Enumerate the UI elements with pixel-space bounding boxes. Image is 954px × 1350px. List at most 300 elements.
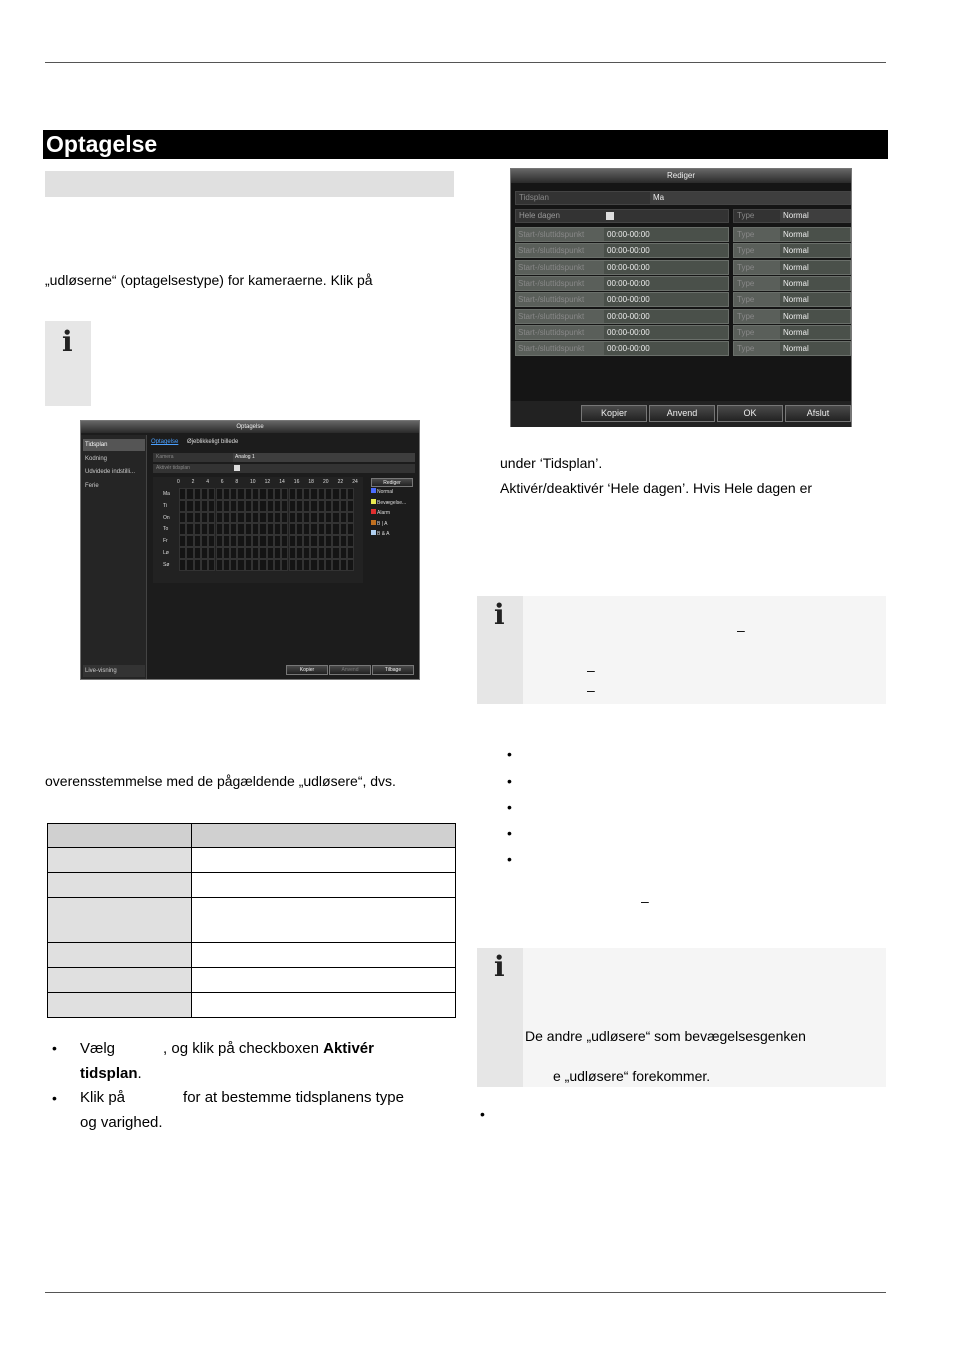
grid-cell[interactable] [281, 488, 288, 500]
time-row-value[interactable]: 00:00-00:00 [604, 326, 728, 339]
grid-cell[interactable] [208, 559, 215, 571]
legend-swatch [371, 509, 376, 514]
grid-cell[interactable] [289, 547, 296, 559]
grid-cell[interactable] [252, 523, 259, 535]
legend-item [371, 520, 387, 527]
grid-cell[interactable] [289, 500, 296, 512]
grid-cell[interactable] [230, 523, 237, 535]
grid-cell[interactable] [216, 523, 223, 535]
time-row [515, 309, 729, 324]
day-label: Ma [163, 491, 170, 497]
grid-cell[interactable] [318, 488, 325, 500]
time-row-label: Start-/sluttidspunkt [518, 246, 585, 256]
grid-cell[interactable] [237, 547, 244, 559]
dvr-record-title: Optagelse [81, 421, 419, 433]
grid-cell[interactable] [259, 547, 266, 559]
bullet-dot: • [52, 1040, 57, 1056]
type-row [733, 276, 851, 291]
grid-cell[interactable] [347, 547, 354, 559]
grid-cell[interactable] [259, 523, 266, 535]
grid-cell[interactable] [347, 559, 354, 571]
grid-cell[interactable] [208, 547, 215, 559]
grid-cell[interactable] [325, 523, 332, 535]
time-row-label: Start-/sluttidspunkt [518, 311, 585, 321]
grid-cell[interactable] [332, 535, 339, 547]
tab-snapshot[interactable]: Øjeblikkeligt billede [187, 439, 239, 445]
bullet-2: Klik på for at bestemme tidsplanens type og varighed. [80, 1089, 404, 1131]
time-row-value[interactable]: 00:00-00:00 [604, 244, 728, 257]
hour-label: 8 [235, 479, 239, 485]
exit-button[interactable]: Afslut [785, 405, 851, 422]
table-header-cell-2 [192, 824, 456, 848]
time-row [515, 243, 729, 258]
time-row [515, 260, 729, 275]
grid-cell[interactable] [332, 523, 339, 535]
grid-cell[interactable] [340, 559, 347, 571]
apply-button[interactable]: Anvend [329, 665, 371, 675]
legend-swatch [371, 499, 376, 504]
activate-row [153, 464, 415, 473]
grid-cell[interactable] [201, 559, 208, 571]
grid-cell[interactable] [194, 488, 201, 500]
grid-cell[interactable] [318, 559, 325, 571]
grid-cell[interactable] [296, 500, 303, 512]
footer-rule [45, 1292, 886, 1293]
grid-cell[interactable] [208, 512, 215, 524]
left-text-line-2: overensstemmelse med de pågældende „udløsere“, dvs. [45, 773, 396, 789]
grid-cell[interactable] [296, 535, 303, 547]
type-row-label: Type [737, 327, 755, 337]
grid-cell[interactable] [267, 500, 274, 512]
grid-cell[interactable] [332, 488, 339, 500]
type-row [733, 227, 851, 242]
grid-cell[interactable] [318, 500, 325, 512]
grid-cell[interactable] [340, 535, 347, 547]
grid-cell[interactable] [208, 523, 215, 535]
camera-select[interactable]: Analog 1 [233, 453, 415, 462]
grid-cell[interactable] [281, 547, 288, 559]
grid-cell[interactable] [325, 535, 332, 547]
grid-cell[interactable] [274, 535, 281, 547]
grid-cell[interactable] [194, 523, 201, 535]
grid-cell[interactable] [310, 523, 317, 535]
grid-cell[interactable] [347, 535, 354, 547]
type-row [733, 325, 851, 340]
type-row-value[interactable]: Normal [780, 228, 850, 241]
grid-cell[interactable] [223, 488, 230, 500]
grid-cell[interactable] [194, 535, 201, 547]
grid-cell[interactable] [223, 512, 230, 524]
type-row-value[interactable]: Normal [780, 326, 850, 339]
type-row-value[interactable]: Normal [780, 342, 850, 355]
grid-cell[interactable] [179, 559, 186, 571]
hour-label: 4 [206, 479, 209, 485]
grid-cell[interactable] [252, 500, 259, 512]
grid-cell[interactable] [310, 500, 317, 512]
time-row-value[interactable]: 00:00-00:00 [604, 228, 728, 241]
grid-cell[interactable] [332, 512, 339, 524]
camera-label: Kamera [156, 454, 174, 460]
grid-cell[interactable] [186, 535, 193, 547]
grid-cell[interactable] [332, 500, 339, 512]
grid-cell[interactable] [289, 559, 296, 571]
grid-cell[interactable] [274, 523, 281, 535]
grid-cell[interactable] [318, 512, 325, 524]
time-row-value[interactable]: 00:00-00:00 [604, 310, 728, 323]
type-row [733, 243, 851, 258]
grid-cell[interactable] [259, 512, 266, 524]
time-row-label: Start-/sluttidspunkt [518, 278, 585, 288]
grid-cell[interactable] [267, 559, 274, 571]
grid-cell[interactable] [245, 559, 252, 571]
type-row-value[interactable]: Normal [780, 293, 850, 306]
hour-label: 0 [177, 479, 180, 485]
type-row-label: Type [737, 344, 755, 354]
grid-cell[interactable] [340, 500, 347, 512]
table-row [48, 873, 192, 898]
grid-cell[interactable] [237, 488, 244, 500]
ok-button[interactable]: OK [717, 405, 783, 422]
hour-label: 16 [293, 479, 300, 485]
grid-cell[interactable] [223, 535, 230, 547]
hour-label: 10 [250, 479, 256, 485]
grid-cell[interactable] [186, 559, 193, 571]
grid-cell[interactable] [303, 547, 310, 559]
grid-cell[interactable] [267, 547, 274, 559]
info-icon: i [494, 950, 505, 983]
grid-cell[interactable] [347, 523, 354, 535]
day-label: Ti [163, 502, 167, 509]
type-row-value[interactable]: Normal [780, 310, 850, 323]
grid-cell[interactable] [237, 500, 244, 512]
grid-cell[interactable] [237, 512, 244, 524]
dvr-sidebar [81, 435, 147, 679]
time-row [515, 325, 729, 340]
grid-cell[interactable] [245, 523, 252, 535]
hele-dagen-checkbox[interactable] [606, 212, 614, 220]
grid-cell[interactable] [318, 523, 325, 535]
grid-cell[interactable] [296, 547, 303, 559]
hour-label: 14 [279, 479, 285, 485]
sidebar-item-tidsplan[interactable]: Tidsplan [83, 439, 145, 451]
grid-cell[interactable] [289, 523, 296, 535]
grid-cell[interactable] [318, 535, 325, 547]
table-row [48, 993, 192, 1018]
table-row [48, 968, 192, 993]
legend-swatch [371, 520, 376, 525]
grid-cell[interactable] [310, 547, 317, 559]
legend-label: Bevægelse... [377, 499, 407, 506]
subheading-bar [45, 171, 454, 197]
grid-cell[interactable] [194, 500, 201, 512]
apply-button[interactable]: Anvend [649, 405, 715, 422]
grid-cell[interactable] [310, 535, 317, 547]
grid-cell[interactable] [201, 500, 208, 512]
grid-cell[interactable] [274, 500, 281, 512]
live-view-button[interactable]: Live-visning [83, 665, 145, 677]
grid-cell[interactable] [303, 523, 310, 535]
grid-cell[interactable] [201, 512, 208, 524]
grid-cell[interactable] [340, 512, 347, 524]
grid-cell[interactable] [223, 559, 230, 571]
grid-cell[interactable] [179, 535, 186, 547]
info-box-1 [45, 321, 91, 406]
time-row-label: Start-/sluttidspunkt [518, 327, 585, 337]
back-button[interactable]: Tilbage [372, 665, 414, 675]
grid-cell[interactable] [325, 512, 332, 524]
grid-cell[interactable] [230, 547, 237, 559]
grid-cell[interactable] [179, 488, 186, 500]
grid-cell[interactable] [274, 547, 281, 559]
type-row-value[interactable]: Normal [780, 261, 850, 274]
info-icon: i [494, 598, 505, 631]
grid-cell[interactable] [281, 500, 288, 512]
grid-cell[interactable] [245, 500, 252, 512]
day-label: Lø [163, 550, 169, 556]
grid-cell[interactable] [186, 547, 193, 559]
info-box-2 [477, 596, 523, 704]
grid-cell[interactable] [310, 559, 317, 571]
grid-cell[interactable] [223, 547, 230, 559]
grid-cell[interactable] [274, 488, 281, 500]
info-box-2-body: – – – [523, 596, 886, 704]
grid-cell[interactable] [340, 547, 347, 559]
legend-label: B & A [377, 531, 390, 537]
tidsplan-label: Tidsplan [519, 193, 549, 202]
time-row-value[interactable]: 00:00-00:00 [604, 293, 728, 306]
grid-cell[interactable] [201, 523, 208, 535]
grid-cell[interactable] [289, 512, 296, 524]
grid-cell[interactable] [237, 535, 244, 547]
info-box-3 [477, 948, 523, 1087]
grid-cell[interactable] [186, 523, 193, 535]
table-row [48, 943, 192, 968]
camera-row [153, 453, 415, 462]
bullet-1: Vælg , og klik på checkboxen Aktivér tidsplan. [80, 1040, 374, 1082]
grid-cell[interactable] [216, 500, 223, 512]
day-label: Sø [163, 561, 170, 568]
legend-label: Normal [377, 489, 394, 495]
type-row-label: Type [737, 311, 755, 321]
bullet-dot: • [507, 851, 512, 867]
grid-cell[interactable] [252, 559, 259, 571]
legend-item [371, 509, 390, 516]
sidebar-item-ferie[interactable]: Ferie [85, 483, 99, 489]
grid-cell[interactable] [281, 559, 288, 571]
grid-cell[interactable] [252, 488, 259, 500]
grid-cell[interactable] [208, 535, 215, 547]
grid-cell[interactable] [179, 547, 186, 559]
grid-cell[interactable] [201, 547, 208, 559]
tidsplan-row [515, 191, 851, 205]
grid-cell[interactable] [310, 512, 317, 524]
type-row-header: Type Normal [733, 209, 851, 223]
grid-cell[interactable] [179, 500, 186, 512]
grid-cell[interactable] [281, 535, 288, 547]
dvr-record-screen [80, 420, 420, 680]
type-row [733, 309, 851, 324]
sidebar-item-advanced[interactable]: Udvidede indstilli... [85, 469, 136, 475]
schedule-grid[interactable] [153, 477, 363, 583]
grid-cell[interactable] [289, 535, 296, 547]
bullet-dot: • [507, 825, 512, 841]
grid-cell[interactable] [303, 559, 310, 571]
grid-cell[interactable] [303, 535, 310, 547]
grid-cell[interactable] [208, 488, 215, 500]
grid-cell[interactable] [223, 500, 230, 512]
type-row-label: Type [737, 262, 755, 272]
grid-cell[interactable] [245, 547, 252, 559]
day-label: To [163, 526, 169, 533]
grid-cell[interactable] [310, 488, 317, 500]
legend-label: Alarm [377, 510, 391, 516]
grid-cell[interactable] [267, 535, 274, 547]
grid-cell[interactable] [216, 488, 223, 500]
hour-label: 12 [264, 479, 271, 485]
grid-cell[interactable] [179, 512, 186, 524]
type-row-value[interactable]: Normal [780, 277, 850, 290]
grid-cell[interactable] [230, 512, 237, 524]
grid-cell[interactable] [267, 523, 274, 535]
tab-optagelse[interactable]: Optagelse [151, 439, 179, 445]
grid-cell[interactable] [208, 500, 215, 512]
grid-cell[interactable] [245, 512, 252, 524]
grid-cell[interactable] [259, 535, 266, 547]
grid-cell[interactable] [267, 488, 274, 500]
grid-cell[interactable] [340, 488, 347, 500]
grid-cell[interactable] [252, 512, 259, 524]
grid-cell[interactable] [201, 488, 208, 500]
type-row-label: Type [737, 295, 755, 305]
grid-cell[interactable] [230, 500, 237, 512]
grid-cell[interactable] [296, 512, 303, 524]
bullet-dot: • [507, 799, 512, 815]
grid-cell[interactable] [303, 488, 310, 500]
grid-cell[interactable] [259, 488, 266, 500]
grid-cell[interactable] [303, 500, 310, 512]
grid-cell[interactable] [296, 559, 303, 571]
type-row-value[interactable]: Normal [780, 244, 850, 257]
time-row-label: Start-/sluttidspunkt [518, 344, 585, 354]
grid-cell[interactable] [274, 559, 281, 571]
day-label: Fr [163, 538, 168, 545]
activate-checkbox[interactable] [234, 465, 240, 471]
grid-cell[interactable] [186, 488, 193, 500]
grid-cell[interactable] [216, 512, 223, 524]
grid-cell[interactable] [281, 512, 288, 524]
time-row-value[interactable]: 00:00-00:00 [604, 261, 728, 274]
trigger-table [47, 823, 456, 1018]
type-row [733, 292, 851, 307]
grid-cell[interactable] [325, 547, 332, 559]
bullet-dot: • [52, 1090, 57, 1106]
type-row-label: Type [737, 278, 755, 288]
edit-button[interactable]: Rediger [371, 478, 413, 487]
grid-cell[interactable] [230, 559, 237, 571]
grid-cell[interactable] [230, 535, 237, 547]
legend-item [371, 530, 390, 537]
hour-label: 24 [352, 479, 358, 485]
time-row-label: Start-/sluttidspunkt [518, 230, 585, 239]
grid-cell[interactable] [281, 523, 288, 535]
grid-cell[interactable] [252, 547, 259, 559]
grid-cell[interactable] [296, 488, 303, 500]
page-title: Optagelse [43, 130, 888, 159]
grid-cell[interactable] [332, 559, 339, 571]
grid-cell[interactable] [259, 559, 266, 571]
grid-cell[interactable] [194, 547, 201, 559]
grid-cell[interactable] [296, 523, 303, 535]
grid-cell[interactable] [186, 512, 193, 524]
grid-cell[interactable] [325, 559, 332, 571]
grid-cell[interactable] [237, 559, 244, 571]
legend-swatch [371, 488, 376, 493]
type-row [733, 260, 851, 275]
grid-cell[interactable] [303, 512, 310, 524]
hele-dagen-row [515, 209, 729, 223]
table-row [48, 898, 192, 943]
info-icon: i [62, 325, 73, 358]
activate-label: Aktivér tidsplan [156, 465, 190, 471]
grid-cell[interactable] [332, 547, 339, 559]
right-text-line-1: under ‘Tidsplan’. [500, 455, 603, 471]
grid-cell[interactable] [274, 512, 281, 524]
grid-cell[interactable] [223, 523, 230, 535]
grid-cell[interactable] [347, 500, 354, 512]
grid-cell[interactable] [340, 523, 347, 535]
table-header-cell-1 [48, 824, 192, 848]
grid-cell[interactable] [194, 559, 201, 571]
grid-cell[interactable] [216, 547, 223, 559]
left-text-line-1: „udløserne“ (optagelsestype) for kameraerne. Klik på [45, 272, 373, 288]
tidsplan-select[interactable]: Ma [650, 192, 850, 204]
grid-cell[interactable] [259, 500, 266, 512]
time-row-value[interactable]: 00:00-00:00 [604, 277, 728, 290]
grid-cell[interactable] [186, 500, 193, 512]
grid-cell[interactable] [230, 488, 237, 500]
grid-cell[interactable] [325, 500, 332, 512]
grid-cell[interactable] [245, 488, 252, 500]
grid-cell[interactable] [252, 535, 259, 547]
legend-item [371, 488, 393, 495]
sidebar-item-kodning[interactable]: Kodning [85, 456, 108, 462]
grid-cell[interactable] [267, 512, 274, 524]
right-text-line-2: Aktivér/deaktivér ‘Hele dagen’. Hvis Hele dagen er [500, 480, 813, 496]
time-row-value[interactable]: 00:00-00:00 [604, 342, 728, 355]
grid-cell[interactable] [179, 523, 186, 535]
copy-button[interactable]: Kopier [581, 405, 647, 422]
copy-button[interactable]: Kopier [286, 665, 328, 675]
grid-cell[interactable] [347, 512, 354, 524]
grid-cell[interactable] [216, 535, 223, 547]
legend-swatch [371, 530, 376, 535]
grid-cell[interactable] [325, 488, 332, 500]
grid-cell[interactable] [237, 523, 244, 535]
grid-cell[interactable] [289, 488, 296, 500]
hour-label: 22 [337, 479, 344, 485]
grid-cell[interactable] [201, 535, 208, 547]
grid-cell[interactable] [318, 547, 325, 559]
grid-cell[interactable] [245, 535, 252, 547]
header-rule [45, 62, 886, 63]
time-row [515, 341, 729, 356]
grid-cell[interactable] [347, 488, 354, 500]
hour-label: 20 [323, 479, 329, 485]
grid-cell[interactable] [216, 559, 223, 571]
hour-label: 2 [191, 479, 195, 485]
grid-cell[interactable] [194, 512, 201, 524]
type-select[interactable]: Normal [780, 210, 850, 222]
